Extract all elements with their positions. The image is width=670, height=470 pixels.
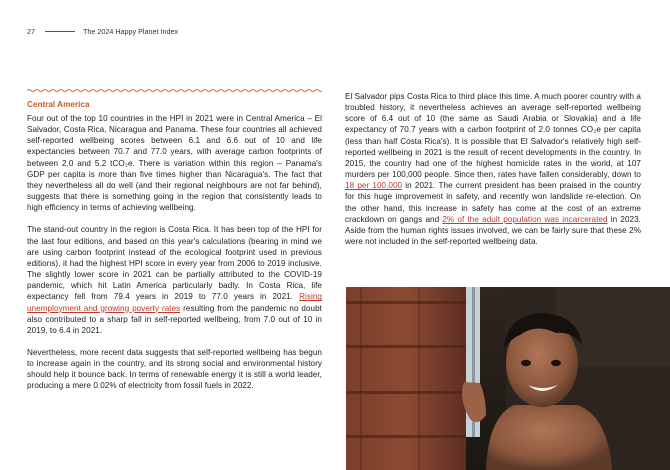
wavy-divider	[27, 88, 322, 93]
paragraph-intro: Four out of the top 10 countries in the HPI in 2021 were in Central America – El Salvador, Costa Rica, Nicaragua and Panama. These four countries all achieved self-reported wellbeing scores between 6.1 and 6.6 out of 10 and life expectancies between 70.7 and 77.0 years, with average carbon footprints of between 2.0 and 5.2 tCO₂e. There is variation within this region – Panama's GDP per capita is more than five times higher than Nicaragua's. The fact that they nevertheless all do well (and their regional neighbours are not far behind), suggests that there is something going in the region that consistently leads to high efficiency in terms of achieving wellbeing.	[27, 114, 322, 213]
publication-title: The 2024 Happy Planet Index	[83, 26, 179, 36]
paragraph-text: resulting from the pandemic no doubt also contributed to a sharp fall in self-reported wellbeing, from 7.0 out of 10 in 2019, to 6.4 in 2021.	[27, 303, 322, 335]
paragraph-text: in 2023. Aside from the human rights issues involved, we can be fairly sure that these 2% were not included in the self-reported wellbeing data.	[345, 214, 641, 247]
header-rule	[45, 31, 75, 32]
section-heading: Central America	[27, 100, 90, 109]
page-header	[27, 25, 178, 37]
unemployment-poverty-link[interactable]: Rising unemployment and growing poverty rates	[27, 292, 322, 313]
paragraph-text: The stand-out country in the region is Costa Rica. It has been top of the HPI for the last four editions, and based on this year's calculations (bearing in mind we are using carbon footprint instead of the ecological footprint used in previous editions), it had the highest HPI score in every year from 2006 to 2019 inclusive. The slightly lower score in 2021 can be partially attributed to the COVID-19 pandemic, which hit Latin America particularly badly. In Costa Rica, life expectancy fell from 79.4 years in 2019 to 77.0 years in 2021.	[27, 225, 322, 302]
child-photo	[346, 287, 670, 470]
page-number: 27	[27, 26, 35, 36]
paragraph-text: in 2021. The current president has been praised in the country for this huge improvement in safety, and recently won landslide re-election. On the other hand, this increase in safety has come at the cost of an extreme crackdown on gangs and	[345, 181, 641, 224]
paragraph-renewable: Nevertheless, more recent data suggests that self-reported wellbeing has begun to increase again in the country, and its strong social and environmental history should help it bounce back. In terms of renewable energy it is still a world leader, producing a mere 0.02% of electricity from fossil fuels in 2022.	[27, 347, 322, 391]
paragraph-el-salvador	[345, 91, 641, 247]
left-column	[27, 113, 322, 403]
homicide-rate-link[interactable]: 18 per 100,000	[345, 181, 403, 191]
right-column	[345, 91, 641, 258]
photo-illustration	[346, 287, 670, 470]
paragraph-text: El Salvador pips Costa Rica to third place this time. A much poorer country with a troubled history, it nevertheless achieves an average self-reported wellbeing score of 6.4 out of 10 (the same as Saudi Arabia or Slovakia) and a life expectancy of 70.7 years with a carbon footprint of 2.0 tonnes CO₂e per capita (less than half Costa Rica's). It is possible that El Salvador's relatively high self-reported wellbeing in 2021 is the result of recent developments in the country. In 2015, the country had one of the highest homicide rates in the world, at 107 murders per 100,000 people. Since then, rates have fallen considerably, down to	[345, 92, 641, 180]
incarceration-link[interactable]: 2% of the adult population was incarcerated	[442, 214, 608, 224]
paragraph-costa-rica	[27, 224, 322, 336]
